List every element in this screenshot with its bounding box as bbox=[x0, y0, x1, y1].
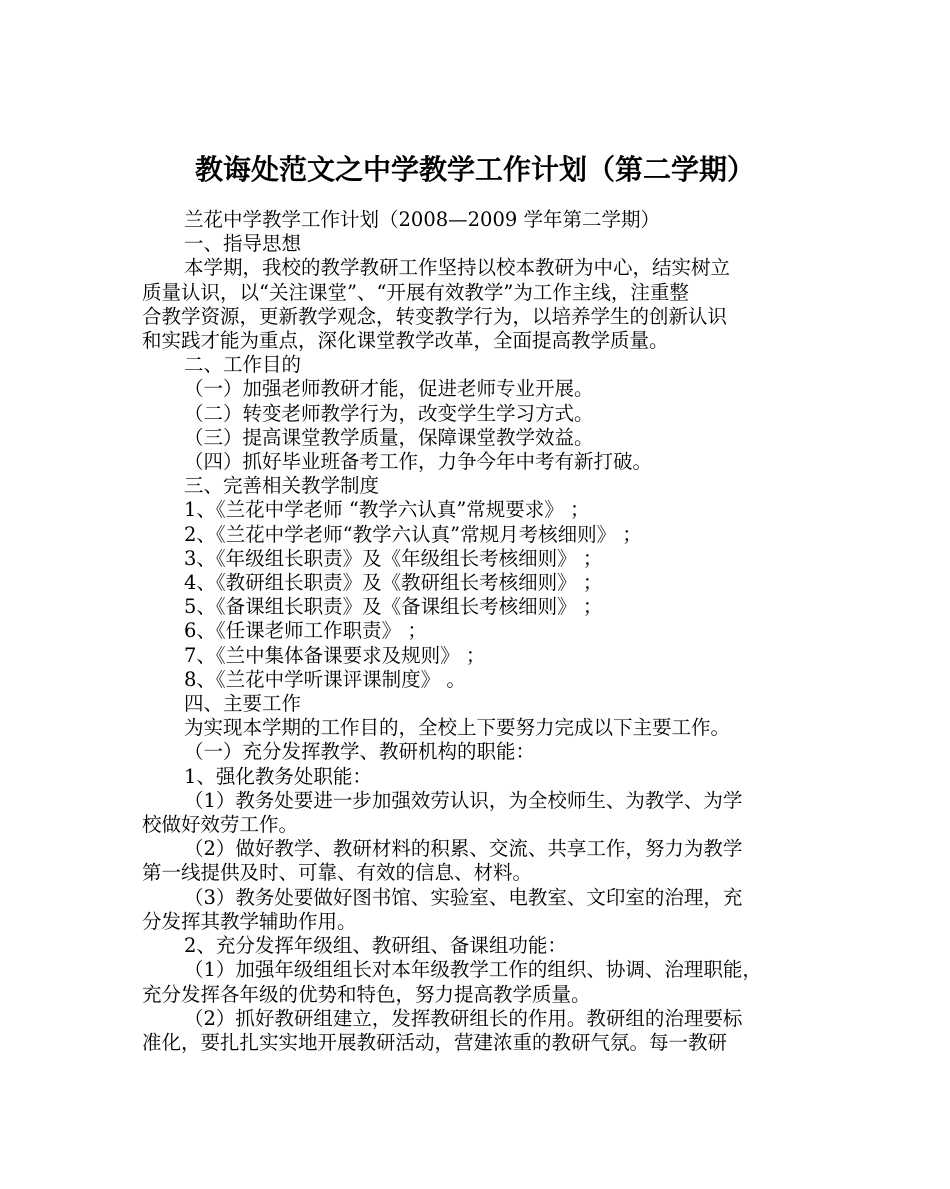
text-line: （一）充分发挥教学、教研机构的职能： bbox=[184, 740, 536, 764]
text-line: 第一线提供及时、可靠、有效的信息、材料。 bbox=[142, 861, 533, 885]
text-line: （1）教务处要进一步加强效劳认识，为全校师生、为教学、为学 bbox=[184, 788, 743, 812]
text-line: （2）抓好教研组建立，发挥教研组长的作用。教研组的治理要标 bbox=[184, 1006, 743, 1030]
text-line: 2、充分发挥年级组、教研组、备课组功能： bbox=[184, 934, 567, 958]
text-line: 7、《兰中集体备课要求及规则》 ； bbox=[184, 643, 486, 667]
text-line: （三）提高课堂教学质量，保障课堂教学效益。 bbox=[184, 425, 594, 449]
text-line: （1）加强年级组组长对本年级教学工作的组织、协调、治理职能， bbox=[184, 958, 762, 982]
text-line: （3）教务处要做好图书馆、实验室、电教室、文印室的治理，充 bbox=[184, 885, 743, 909]
text-line: 质量认识，以“关注课堂”、“开展有效教学”为工作主线，注重整 bbox=[142, 280, 689, 304]
text-line: （2）做好教学、教研材料的积累、交流、共享工作，努力为教学 bbox=[184, 837, 743, 861]
text-line: 一、指导思想 bbox=[184, 232, 302, 256]
text-line: 6、《任课老师工作职责》 ； bbox=[184, 619, 427, 643]
text-line: 5、《备课组长职责》及《备课组长考核细则》 ； bbox=[184, 595, 603, 619]
text-line: 为实现本学期的工作目的，全校上下要努力完成以下主要工作。 bbox=[184, 716, 731, 740]
text-line: 合教学资源，更新教学观念，转变教学行为，以培养学生的创新认识 bbox=[142, 304, 728, 328]
document-body bbox=[142, 208, 814, 1055]
text-line: 2、《兰花中学老师“教学六认真”常规月考核细则》 ； bbox=[184, 522, 642, 546]
text-line: 和实践才能为重点，深化课堂教学改革，全面提高教学质量。 bbox=[142, 329, 669, 353]
text-line: 二、工作目的 bbox=[184, 353, 302, 377]
text-line: 4、《教研组长职责》及《教研组长考核细则》 ； bbox=[184, 571, 603, 595]
text-line: 8、《兰花中学听课评课制度》 。 bbox=[184, 667, 466, 691]
text-line: 四、主要工作 bbox=[184, 692, 302, 716]
text-line: 分发挥其教学辅助作用。 bbox=[142, 909, 357, 933]
text-line: 充分发挥各年级的优势和特色，努力提高教学质量。 bbox=[142, 982, 591, 1006]
text-line: 本学期，我校的教学教研工作坚持以校本教研为中心，结实树立 bbox=[184, 256, 731, 280]
text-line: 校做好效劳工作。 bbox=[142, 813, 299, 837]
text-line: 准化，要扎扎实实地开展教研活动，营建浓重的教研气氛。每一教研 bbox=[142, 1030, 728, 1054]
text-line: 三、完善相关教学制度 bbox=[184, 474, 380, 498]
document-title: 教诲处范文之中学教学工作计划（第二学期） bbox=[194, 152, 755, 186]
text-line: 1、《兰花中学老师 “教学六认真”常规要求》 ； bbox=[184, 498, 590, 522]
text-line: （四）抓好毕业班备考工作，力争今年中考有新打破。 bbox=[184, 450, 653, 474]
text-line: 兰花中学教学工作计划（2008—2009 学年第二学期） bbox=[184, 208, 660, 231]
text-line: 3、《年级组长职责》及《年级组长考核细则》 ； bbox=[184, 546, 603, 570]
text-line: （一）加强老师教研才能，促进老师专业开展。 bbox=[184, 377, 594, 401]
text-line: 1、强化教务处职能： bbox=[184, 764, 372, 788]
text-line: （二）转变老师教学行为，改变学生学习方式。 bbox=[184, 401, 594, 425]
